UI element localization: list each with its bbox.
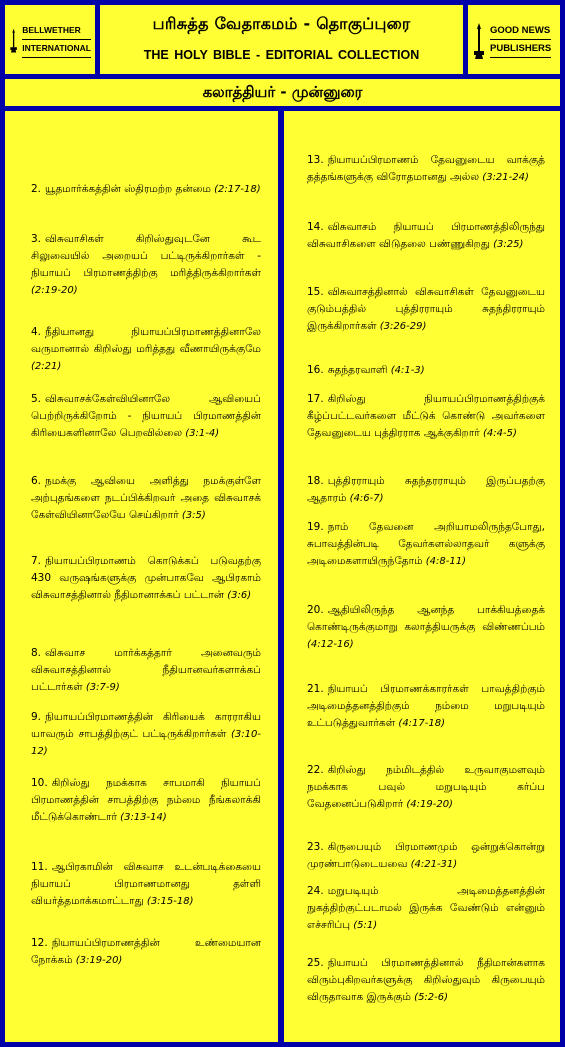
verse-reference: (3:10-12) <box>31 729 261 757</box>
item-number: 5. <box>31 393 42 405</box>
outline-item <box>307 762 545 813</box>
item-text: நியாயப் பிரமாணக்காரர்கள் பாவத்திற்கும் அடிமைத்தனத்திற்கும் நம்மை மறுபடியும் உட்படுத்துவார்கள் <box>307 683 545 729</box>
item-text: சுதந்தரவாளி <box>327 364 388 376</box>
outline-item <box>307 519 545 570</box>
outline-item <box>307 473 545 507</box>
item-number: 13. <box>307 154 324 166</box>
item-number: 24. <box>307 885 324 897</box>
outline-item <box>307 883 545 934</box>
lamp-icon <box>9 21 18 59</box>
item-text: விசுவாச மார்க்கத்தார் அனைவரும் விசுவாசத்தினால் நீதியானவர்களாக்கப் பட்டார்கள் <box>31 647 261 693</box>
verse-reference: (4:4-5) <box>479 428 517 439</box>
verse-reference: (5:1) <box>350 920 378 931</box>
verse-reference: (3:13-14) <box>117 812 167 823</box>
logo-left-line-2: INTERNATIONAL <box>22 40 91 58</box>
verse-reference: (3:1-4) <box>182 428 220 439</box>
verse-reference: (3:15-18) <box>143 896 194 907</box>
item-text: மறுபடியும் அடிமைத்தனத்தின் நுகத்திற்குட்படாமல் இருக்க வேண்டும் என்னும் எச்சரிப்பு <box>307 885 545 931</box>
item-number: 18. <box>307 475 324 487</box>
verse-reference: (4:19-20) <box>403 799 453 810</box>
item-text: விசுவாசிகள் கிறிஸ்துவுடனே கூட சிலுவையில் அறையப் பட்டிருக்கிறார்கள் - நியாயப் பிரமாணத்திற்கு மரித்திருக்கிறார்கள் <box>31 233 261 279</box>
item-text: நமக்கு ஆவியை அளித்து நமக்குள்ளே அற்புதங்களை நடப்பிக்கிறவர் அதை விசுவாசக் கேள்வியினாலேயே செய்கிறார் <box>31 475 261 521</box>
item-text: நியாயப்பிரமாணம் கொடுக்கப் படுவதற்கு 430 வருஷங்களுக்கு முன்பாகவே ஆபிரகாம் விசுவாசத்தினால் நீதிமானாக்கப் பட்டான் <box>31 555 261 601</box>
verse-reference: (4:6-7) <box>346 493 384 504</box>
tamil-title: பரிசுத்த வேதாகமம் - தொகுப்புரை <box>152 14 411 33</box>
item-text: நியாயப்பிரமாணம் தேவனுடைய வாக்குத் தத்தங்களுக்கு விரோதமானது அல்ல <box>307 154 545 183</box>
outline-item <box>31 391 261 442</box>
item-text: கிறிஸ்து நம்மிடத்தில் உருவாகுமளவும் நமக்காக பவுல் மறுபடியும் கர்ப்ப வேதனைப்படுகிறார் <box>307 764 545 810</box>
item-number: 21. <box>307 683 324 695</box>
verse-reference: (3:21-24) <box>479 172 529 183</box>
item-text: விசுவாசம் நியாயப் பிரமாணத்திலிருந்து விசுவாசிகளை விடுதலை பண்ணுகிறது <box>307 221 545 250</box>
item-text: நியாயப்பிரமாணத்தின் உண்மையான நோக்கம் <box>31 937 261 966</box>
item-number: 25. <box>307 957 324 969</box>
verse-reference: (3:7-9) <box>82 682 120 693</box>
good-news-logo <box>468 5 560 74</box>
header <box>100 5 463 74</box>
verse-reference: (2:19-20) <box>31 285 78 296</box>
verse-reference: (4:21-31) <box>407 859 458 870</box>
verse-reference: (3:19-20) <box>72 955 123 966</box>
right-column <box>284 111 560 1042</box>
item-number: 3. <box>31 233 42 245</box>
verse-reference: (5:2-6) <box>410 992 449 1003</box>
outline-item <box>31 709 261 760</box>
outline-item <box>31 473 261 524</box>
section-title-bar <box>5 79 560 106</box>
item-text: யூதமார்க்கத்தின் ஸ்திரமற்ற தன்மை <box>45 183 211 195</box>
left-column <box>5 111 278 1042</box>
outline-item <box>31 935 261 969</box>
item-number: 15. <box>307 286 324 298</box>
verse-reference: (4:12-16) <box>307 639 354 650</box>
item-number: 20. <box>307 604 324 616</box>
outline-item <box>307 391 545 442</box>
outline-item <box>31 324 261 375</box>
english-title: THE HOLY BIBLE - EDITORIAL COLLECTION <box>143 48 420 62</box>
item-number: 22. <box>307 764 324 776</box>
verse-reference: (3:6) <box>224 590 252 601</box>
outline-item <box>307 219 545 253</box>
outline-item <box>31 553 261 604</box>
item-number: 4. <box>31 326 42 338</box>
outline-item <box>31 775 261 826</box>
item-number: 8. <box>31 647 42 659</box>
outline-item <box>31 181 261 198</box>
verse-reference: (4:1-3) <box>387 365 425 376</box>
item-number: 11. <box>31 861 48 873</box>
outline-item <box>307 839 545 873</box>
item-number: 7. <box>31 555 42 567</box>
item-text: ஆதியிலிருந்த ஆனந்த பாக்கியத்தைக் கொண்டிருக்குமாறு கலாத்தியருக்கு விண்ணப்பம் <box>307 604 545 633</box>
verse-reference: (4:17-18) <box>395 718 446 729</box>
item-text: கிருபையும் பிரமாணமும் ஒன்றுக்கொன்று முரண்பாடுடையவை <box>307 841 545 870</box>
item-number: 6. <box>31 475 42 487</box>
verse-reference: (3:26-29) <box>376 321 427 332</box>
outline-item <box>307 602 545 653</box>
item-number: 14. <box>307 221 324 233</box>
outline-item <box>31 645 261 696</box>
item-text: நியாயப்பிரமாணத்தின் கிரியைக் காரராகிய யாவரும் சாபத்திற்குட் பட்டிருக்கிறார்கள் <box>31 711 261 740</box>
outline-item <box>307 362 545 379</box>
logo-right-line-2: PUBLISHERS <box>490 40 551 58</box>
item-text: கிறிஸ்து நமக்காக சாபமாகி நியாயப் பிரமாணத்தின் சாபத்திற்கு நம்மை நீங்கலாக்கி மீட்டுக்கொண்டார் <box>31 777 261 823</box>
outline-item <box>307 152 545 186</box>
verse-reference: (3:5) <box>178 510 206 521</box>
item-text: நாம் தேவனை அறியாமலிருந்தபோது, சுபாவத்தின்படி தேவர்களல்லாதவர் களுக்கு அடிமைகளாயிருந்தோம் <box>307 521 545 567</box>
item-text: ஆபிரகாமின் விசுவாச உடன்படிக்கையை நியாயப் பிரமாணமானது தள்ளி வியர்த்தமாக்கமாட்டாது <box>31 861 261 907</box>
outline-item <box>307 955 545 1006</box>
item-number: 2. <box>31 183 42 195</box>
verse-reference: (2:17-18) <box>210 184 261 195</box>
item-number: 9. <box>31 711 42 723</box>
verse-reference: (3:25) <box>489 239 524 250</box>
item-number: 10. <box>31 777 48 789</box>
item-text: விசுவாசக்கேள்வியினாலே ஆவியைப் பெற்றிருக்கிறோம் - நியாயப் பிரமாணத்தின் கிரியைகளினாலே பெறவில்லை <box>31 393 261 439</box>
logo-left-line-1: BELLWETHER <box>22 22 91 40</box>
bellwether-logo <box>5 5 95 74</box>
lamp-icon <box>472 21 486 59</box>
item-text: நியாயப் பிரமாணத்தினால் நீதிமான்களாக விரும்புகிறவர்களுக்கு கிறிஸ்துவும் கிருபையும் விருதாவாக இருக்கும் <box>307 957 545 1003</box>
verse-reference: (4:8-11) <box>422 556 466 567</box>
item-number: 23. <box>307 841 324 853</box>
outline-item <box>31 859 261 910</box>
outline-item <box>31 231 261 299</box>
section-title: கலாத்தியர் - முன்னுரை <box>202 83 363 101</box>
verse-reference: (2:21) <box>31 361 62 372</box>
item-text: கிறிஸ்து நியாயப்பிரமாணத்திற்குக் கீழ்ப்பட்டவர்களை மீட்டுக் கொண்டு அவர்களை தேவனுடைய புத்திரராக ஆக்குகிறார் <box>307 393 545 439</box>
item-number: 12. <box>31 937 48 949</box>
item-number: 16. <box>307 364 324 376</box>
item-number: 19. <box>307 521 324 533</box>
outline-item <box>307 681 545 732</box>
item-text: நீதியானது நியாயப்பிரமாணத்தினாலே வருமானால் கிறிஸ்து மரித்தது வீணாயிருக்குமே <box>31 326 261 355</box>
item-text: புத்திரராயும் சுதந்தரராயும் இருப்பதற்கு ஆதாரம் <box>307 475 545 504</box>
logo-right-line-1: GOOD NEWS <box>490 22 551 40</box>
item-text: விசுவாசத்தினால் விசுவாசிகள் தேவனுடைய குடும்பத்தில் புத்திரராயும் சுதந்திரராயும் இருக்கிறார்கள் <box>307 286 545 332</box>
item-number: 17. <box>307 393 324 405</box>
outline-item <box>307 284 545 335</box>
